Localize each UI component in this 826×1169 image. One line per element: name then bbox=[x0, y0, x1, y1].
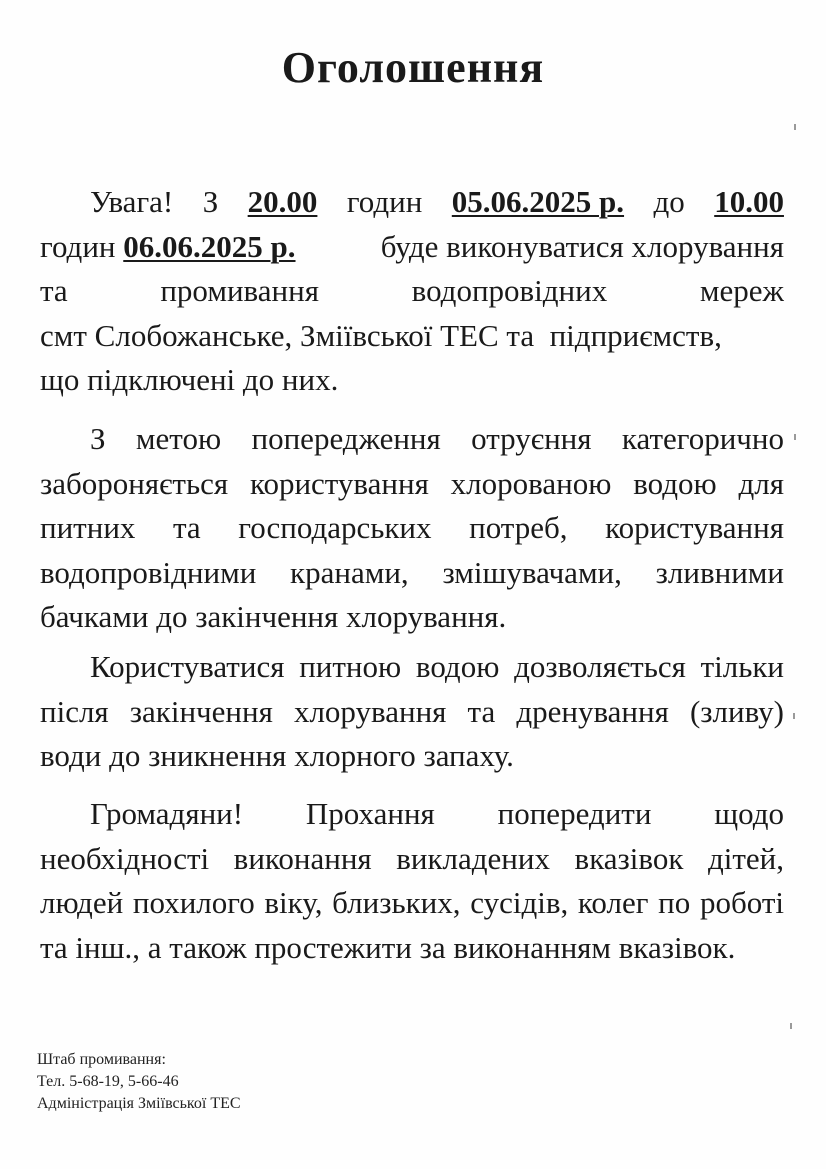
word: Увага! bbox=[90, 184, 174, 219]
scan-speck bbox=[794, 434, 796, 440]
start-date: 05.06.2025 р. bbox=[451, 184, 625, 219]
page-title: Оголошення bbox=[281, 43, 545, 92]
word: годин bbox=[40, 228, 116, 264]
paragraph-line: що підключені до них. bbox=[40, 362, 339, 397]
word: промивання bbox=[160, 273, 319, 308]
scan-speck bbox=[793, 713, 795, 719]
paragraph-line bbox=[40, 180, 784, 225]
word: годин bbox=[346, 184, 423, 219]
paragraph-line bbox=[40, 225, 784, 270]
scan-speck bbox=[794, 124, 796, 130]
paragraph-line bbox=[40, 269, 784, 314]
end-date: 06.06.2025 р. bbox=[123, 228, 296, 264]
paragraph-line: смт Слобожанське, Зміївської ТЕС та підприємств, bbox=[40, 317, 722, 353]
word: З bbox=[202, 184, 219, 219]
word: та bbox=[40, 273, 68, 308]
paragraph-notice bbox=[40, 180, 784, 403]
word: до bbox=[653, 184, 685, 219]
scan-speck bbox=[790, 1023, 792, 1029]
footer-contacts bbox=[37, 1049, 241, 1115]
paragraph-prohibition: З метою попередження отруєння категорично забороняється користування хлорованою водою для питних та господарських потреб, користування водопровідними кранами, змішувачами, зливними бачками до закінчення хлорування. bbox=[40, 421, 784, 634]
line-text: буде виконуватися хлорування bbox=[380, 228, 784, 264]
end-time: 10.00 bbox=[714, 184, 784, 219]
word: мереж bbox=[699, 273, 784, 308]
footer-organization: Адміністрація Зміївської ТЕС bbox=[37, 1095, 241, 1112]
paragraph-request: Громадяни! Прохання попередити щодо необхідності виконання викладених вказівок дітей, людей похилого віку, близьких, сусідів, колег по роботі та інш., а також простежити за виконанням вказівок. bbox=[40, 796, 784, 965]
start-time: 20.00 bbox=[247, 184, 318, 219]
paragraph-permission: Користуватися питною водою дозволяється тільки після закінчення хлорування та дренування (зливу) води до зникнення хлорного запаху. bbox=[40, 649, 784, 773]
footer-headquarters: Штаб промивання: bbox=[37, 1051, 166, 1068]
footer-phone: Тел. 5-68-19, 5-66-46 bbox=[37, 1073, 179, 1090]
word: водопровідних bbox=[411, 273, 608, 308]
